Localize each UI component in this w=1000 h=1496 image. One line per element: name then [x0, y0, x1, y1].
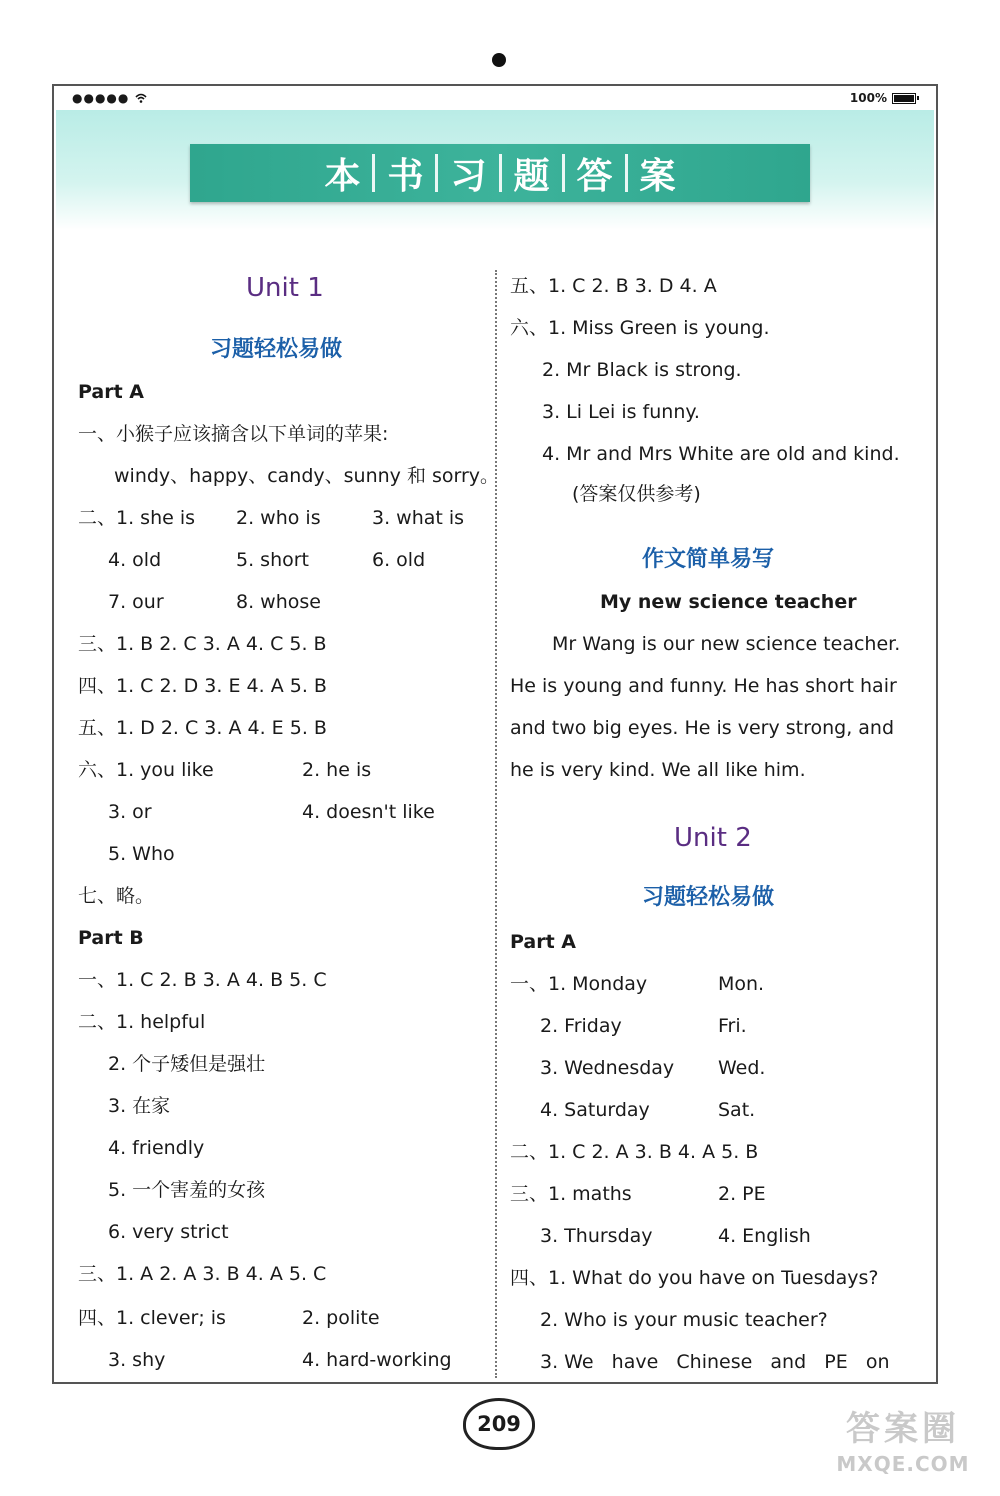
answer-line: 4. friendly — [108, 1137, 205, 1159]
answer-line: 6. old — [372, 549, 426, 571]
answer-line: 2. Friday — [540, 1015, 622, 1037]
answer-line: 七、略。 — [78, 885, 155, 907]
column-divider — [495, 270, 497, 1378]
title-char: 习 — [450, 155, 487, 197]
answer-line: 2. he is — [302, 759, 372, 781]
answer-line: 3. Thursday — [540, 1225, 653, 1247]
answer-line: 5. Who — [108, 843, 175, 865]
title-char: 案 — [639, 155, 676, 197]
essay-title: My new science teacher — [600, 591, 857, 613]
answer-line: 五、1. C 2. B 3. D 4. A — [510, 275, 717, 297]
wifi-icon — [135, 93, 147, 103]
answer-line: 三、1. A 2. A 3. B 4. A 5. C — [78, 1263, 327, 1285]
answer-line: 六、1. Miss Green is young. — [510, 317, 770, 339]
answer-line: 2. polite — [302, 1307, 380, 1329]
answer-line: 一、小猴子应该摘含以下单词的苹果: — [78, 423, 389, 445]
answer-line: Fri. — [718, 1015, 747, 1037]
answer-line: 7. our — [108, 591, 164, 613]
title-char: 本 — [324, 155, 361, 197]
watermark-logo — [818, 1406, 988, 1488]
part-label: Part B — [78, 927, 144, 949]
section-title: 作文简单易写 — [642, 547, 775, 572]
answer-line: 3. shy — [108, 1349, 166, 1371]
answer-line: 一、1. Monday — [510, 973, 648, 995]
answer-line: 二、1. C 2. A 3. B 4. A 5. B — [510, 1141, 759, 1163]
answer-line: 4. Saturday — [540, 1099, 650, 1121]
unit-title: Unit 1 — [246, 273, 324, 303]
answer-line: 3. Wednesday — [540, 1057, 675, 1079]
answer-line: Sat. — [718, 1099, 756, 1121]
title-separator — [372, 154, 375, 192]
title-char: 书 — [387, 155, 424, 197]
page-title — [190, 144, 810, 202]
answer-line: 二、1. helpful — [78, 1011, 206, 1033]
answer-line: 6. very strict — [108, 1221, 229, 1243]
answer-line: Wed. — [718, 1057, 766, 1079]
page-number-badge — [463, 1398, 535, 1450]
title-separator — [499, 154, 502, 192]
title-separator — [562, 154, 565, 192]
watermark-url: MXQE.COM — [836, 1452, 970, 1476]
title-separator — [435, 154, 438, 192]
status-bar — [56, 88, 934, 110]
answer-line: windy、happy、candy、sunny 和 sorry。 — [114, 465, 500, 487]
section-title: 习题轻松易做 — [210, 337, 343, 362]
signal-indicator: ●●●●● — [72, 91, 135, 105]
answer-line: 四、1. What do you have on Tuesdays? — [510, 1267, 879, 1289]
essay-line: and two big eyes. He is very strong, and — [510, 717, 895, 739]
answer-line: 3. We have Chinese and PE on — [540, 1351, 890, 1373]
title-separator — [625, 154, 628, 192]
part-label: Part A — [510, 931, 577, 953]
essay-line: he is very kind. We all like him. — [510, 759, 806, 781]
battery-percent: 100% — [849, 91, 887, 105]
answer-line: 六、1. you like — [78, 759, 214, 781]
page-number: 209 — [463, 1398, 535, 1450]
watermark-text: 答案圈 — [846, 1409, 960, 1449]
title-char: 答 — [576, 155, 613, 197]
essay-line: Mr Wang is our new science teacher. — [552, 633, 901, 655]
answer-line: 4. Mr and Mrs White are old and kind. — [542, 443, 900, 465]
answer-line: 3. 在家 — [108, 1095, 171, 1117]
answer-line: 2. 个子矮但是强壮 — [108, 1053, 266, 1075]
answer-line: 5. short — [236, 549, 309, 571]
answer-line: 四、1. clever; is — [78, 1307, 226, 1329]
answer-line: 四、1. C 2. D 3. E 4. A 5. B — [78, 675, 327, 697]
answer-line: 2. who is — [236, 507, 321, 529]
answer-line: 2. Who is your music teacher? — [540, 1309, 828, 1331]
answer-line: 五、1. D 2. C 3. A 4. E 5. B — [78, 717, 327, 739]
section-title: 习题轻松易做 — [642, 885, 775, 910]
answer-line: 4. English — [718, 1225, 811, 1247]
answer-line: 一、1. C 2. B 3. A 4. B 5. C — [78, 969, 327, 991]
answer-line: 3. what is — [372, 507, 465, 529]
answer-line: 4. hard-working — [302, 1349, 452, 1371]
answer-line: 2. Mr Black is strong. — [542, 359, 742, 381]
answer-line: 二、1. she is — [78, 507, 196, 529]
unit-title: Unit 2 — [674, 823, 752, 853]
answer-note: (答案仅供参考) — [572, 483, 701, 505]
answer-line: 2. PE — [718, 1183, 766, 1205]
essay-line: He is young and funny. He has short hair — [510, 675, 897, 697]
answer-line: 8. whose — [236, 591, 321, 613]
camera-dot — [492, 53, 506, 67]
answer-line: 4. doesn't like — [302, 801, 435, 823]
answer-line: 4. old — [108, 549, 162, 571]
answer-line: 三、1. maths — [510, 1183, 632, 1205]
answer-line: 三、1. B 2. C 3. A 4. C 5. B — [78, 633, 327, 655]
answer-line: 3. or — [108, 801, 152, 823]
part-label: Part A — [78, 381, 145, 403]
answer-line: Mon. — [718, 973, 765, 995]
title-char: 题 — [513, 155, 550, 197]
answer-line: 5. 一个害羞的女孩 — [108, 1179, 266, 1201]
answer-line: 3. Li Lei is funny. — [542, 401, 700, 423]
battery-icon — [892, 93, 916, 104]
tablet-frame — [52, 84, 938, 1384]
